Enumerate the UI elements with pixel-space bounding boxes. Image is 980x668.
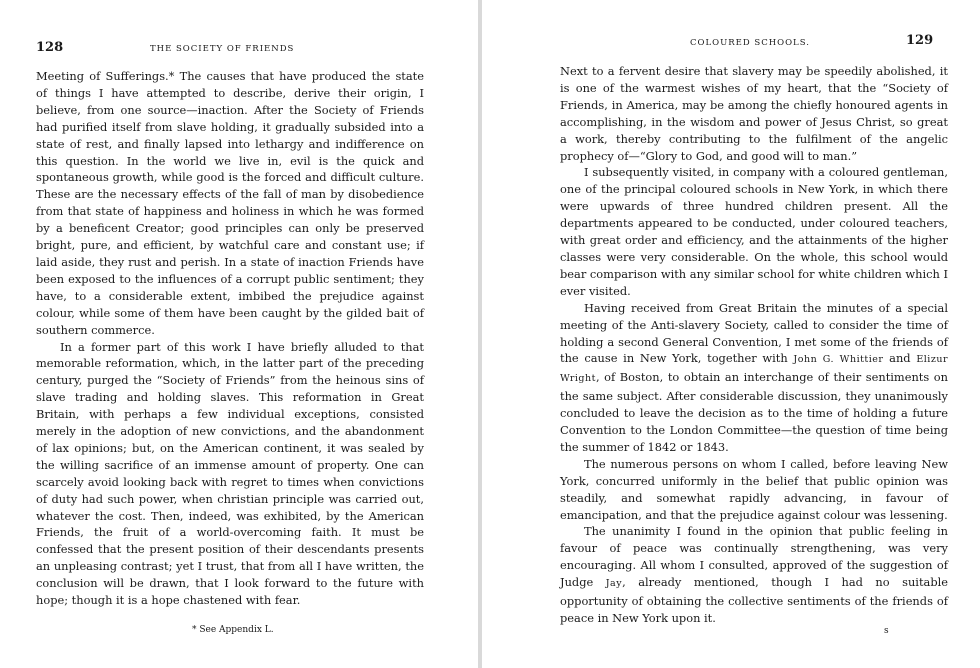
footnote: * See Appendix L. <box>192 625 274 635</box>
signature-mark: s <box>884 626 889 636</box>
left-body-text <box>36 68 424 609</box>
paragraph-text: , of Boston, to obtain an interchange of their sentiments on the same subject. After considerable discussion, they unanimously concluded to leave the decision as to the time of holding a future Convention to the London Committee—the question of time being the summer of 1842 or 1843. <box>560 370 948 454</box>
page-number: 129 <box>906 33 934 48</box>
page-number: 128 <box>36 40 64 55</box>
paragraph <box>560 300 948 456</box>
left-page <box>0 0 480 668</box>
right-body-text <box>560 63 948 627</box>
paragraph-text: and <box>883 351 917 366</box>
paragraph-text: Having received from Great Britain the minutes of a special meeting of the Anti-slavery Society, called to consider the time of holding a second General Convention, I met some of the friends of the cause in New York, together with <box>560 300 948 366</box>
person-name: John G. Whittier <box>793 354 884 366</box>
paragraph: In a former part of this work I have briefly alluded to that memorable reformation, which, in the latter part of the preceding century, purged the “Society of Friends” from the heinous sins of slave trading and holding slaves. This reformation in Great Britain, with perhaps a few individual exceptions, consisted merely in the adoption of new convictions, and the abandonment of lax opinions; but, on the American continent, it was sealed by the willing sacrifice of an immense amount of property. One can scarcely avoid looking back with regret to times when convictions of duty had such power, when christian principle was carried out, whatever the cost. Then, indeed, was exhibited, by the American Friends, the fruit of a world-overcoming faith. It must be confessed that the present position of their descendants presents an unpleasing contrast; yet I trust, that from all I have written, the conclusion will be drawn, that I look forward to the future with hope; though it is a hope chastened with fear. <box>36 339 424 608</box>
paragraph: The numerous persons on whom I called, before leaving New York, concurred uniformly in the belief that public opinion was steadily, and somewhat rapidly advancing, in favour of emancipation, and that the prejudice against colour was lessening. <box>560 456 948 522</box>
person-name: Jay <box>605 578 623 590</box>
running-head: THE SOCIETY OF FRIENDS <box>150 44 295 54</box>
right-page <box>480 0 980 668</box>
paragraph: Next to a fervent desire that slavery may be speedily abolished, it is one of the warmest wishes of my heart, that the “Society of Friends, in America, may be among the chiefly honoured agents in accomplishing, in the wisdom and power of Jesus Christ, so great a work, thereby contributing to the fulfilment of the angelic prophecy of—“Glory to God, and good will to man.” <box>560 64 948 163</box>
person-name: Elizur Wright <box>560 354 948 385</box>
paragraph: I subsequently visited, in company with a coloured gentleman, one of the principal coloured schools in New York, in which there were upwards of three hundred children present. All the departments appeared to be conducted, under coloured teachers, with great order and efficiency, and the attainments of the higher classes were very considerable. On the whole, this school would bear comparison with any similar school for white children which I ever visited. <box>560 165 948 298</box>
paragraph: Meeting of Sufferings.* The causes that have produced the state of things I have attempted to describe, derive their origin, I believe, from one source—inaction. After the Society of Friends had purified itself from slave holding, it gradually subsided into a state of rest, and finally lapsed into lethargy and indifference on this question. In the world we live in, evil is the quick and spontaneous growth, while good is the forced and difficult culture. These are the necessary effects of the fall of man by disobedience from that state of happiness and holiness in which he was formed by a beneficent Creator; good principles can only be preserved bright, pure, and efficient, by watchful care and constant use; if laid aside, they rust and perish. In a state of inaction Friends have been exposed to the influences of a corrupt public sentiment; they have, to a considerable extent, imbibed the prejudice against colour, while some of them have been caught by the gilded bait of southern commerce. <box>36 69 424 337</box>
paragraph <box>560 523 948 626</box>
paragraph-text: , already mentioned, though I had no suitable opportunity of obtaining the collective sentiments of the friends of peace in New York upon it. <box>560 575 948 625</box>
running-head: COLOURED SCHOOLS. <box>690 38 810 48</box>
paragraph-text: The unanimity I found in the opinion that public feeling in favour of peace was continually strengthening, was very encouraging. All whom I consulted, approved of the suggestion of Judge <box>560 524 948 590</box>
